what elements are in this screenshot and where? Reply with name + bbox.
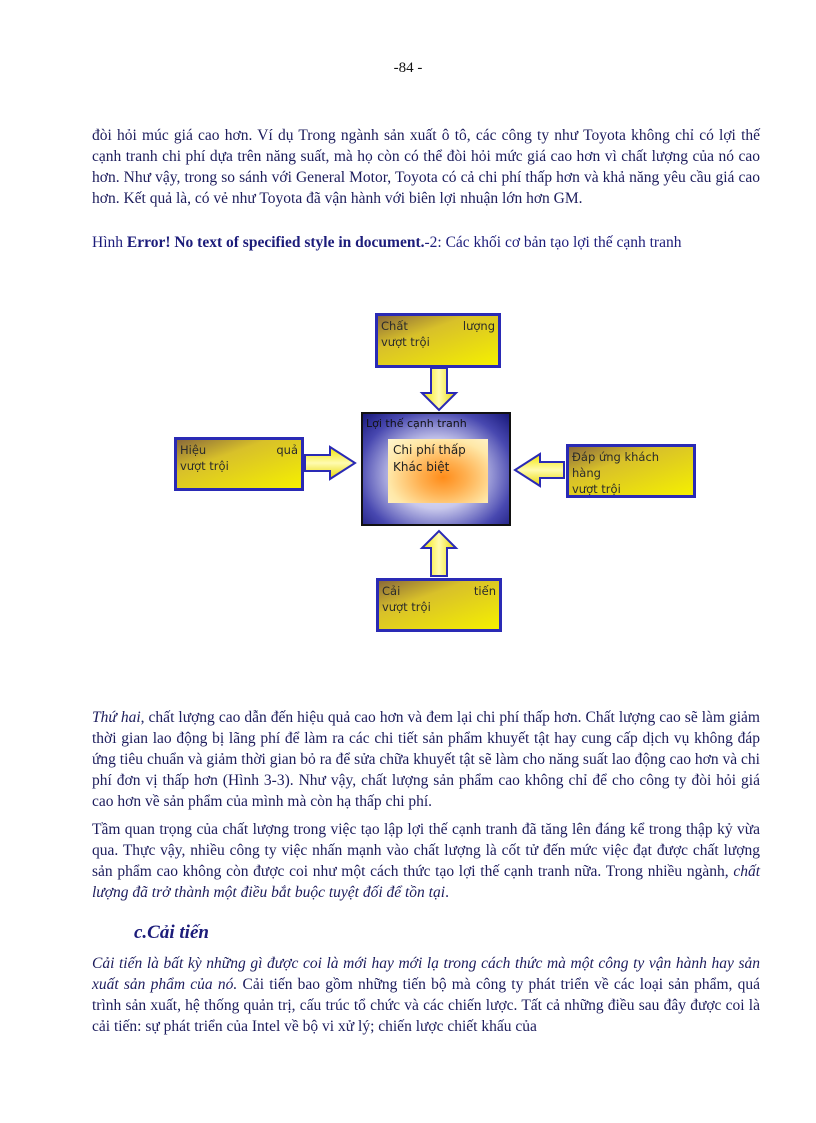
inner-box — [388, 439, 488, 503]
page-number: -84 - — [393, 60, 423, 76]
box-right-line1: Đáp ứng khách hàng — [572, 450, 660, 480]
arrow-top-down — [422, 368, 456, 410]
box-left-line2: vượt trội — [180, 459, 229, 473]
caption-prefix: Hình — [92, 234, 127, 251]
paragraph-2 — [92, 707, 760, 812]
inner-differentiation: Khác biệt — [393, 460, 450, 474]
box-bottom-word2: tiến — [473, 584, 496, 598]
arrow-bottom-up — [422, 531, 456, 576]
box-bottom-line2: vượt trội — [382, 600, 431, 614]
paragraph-3-end: . — [445, 884, 449, 901]
caption-error-text: Error! No text of specified style in document. — [126, 234, 425, 251]
paragraph-3-italic: chất lượng đã trở thành một điều bắt buộc tuyệt đối để tồn tại — [92, 863, 760, 901]
center-competitive-advantage — [361, 412, 511, 526]
center-title: Lợi thế cạnh tranh — [366, 417, 467, 430]
box-top-line2: vượt trội — [381, 335, 430, 349]
box-superior-quality — [375, 313, 501, 368]
paragraph-3-body: Tầm quan trọng của chất lượng trong việc tạo lập lợi thế cạnh tranh đã tăng lên đáng kể trong thập kỷ vừa qua. Thực vậy, nhiều công ty việc nhấn mạnh vào chất lượng là cốt tử đến mức việc đạt được chất lượng sản phẩm cao không còn được coi như một cách thức tạo lợi thế cạnh tranh nữa. Trong nhiều ngành, — [92, 821, 760, 880]
box-right-line2: vượt trội — [572, 482, 621, 496]
paragraph-3 — [92, 819, 760, 903]
paragraph-4-body: Cải tiến bao gồm những tiến bộ mà công ty phát triển về các loại sản phẩm, quá trình sản xuất, hệ thống quản trị, cấu trúc tổ chức và các chiến lược. Tất cả những điều sau đây được coi là cải tiến: sự phát triển của Intel về bộ vi xử lý; chiến lược chiết khấu của — [92, 976, 760, 1035]
paragraph-4-italic: Cải tiến là bất kỳ những gì được coi là mới hay mới lạ trong cách thức mà một công ty vận hành hay sản xuất sản phẩm của nó. — [92, 955, 760, 993]
caption-suffix: -2: Các khối cơ bản tạo lợi thế cạnh tranh — [424, 234, 682, 251]
box-superior-innovation — [376, 578, 502, 632]
box-left-word1: Hiệu — [180, 443, 207, 457]
box-top-word1: Chất — [381, 319, 408, 333]
box-top-word2: lượng — [462, 319, 495, 333]
arrow-right-left — [515, 454, 564, 486]
paragraph-1: đòi hỏi múc giá cao hơn. Ví dụ Trong ngành sản xuất ô tô, các công ty như Toyota không chỉ có lợi thế cạnh tranh chi phí dựa trên năng suất, mà họ còn có thể đòi hỏi mức giá cao hơn vì chất lượng của nó cao hơn. Như vậy, trong so sánh với General Motor, Toyota có cả chi phí thấp hơn và khả năng yêu cầu giá cao hơn. Kết quả là, có vẻ như Toyota đã vận hành với biên lợi nhuận lớn hơn GM. — [92, 127, 760, 207]
box-bottom-word1: Cải — [382, 584, 401, 598]
paragraph-4 — [92, 953, 760, 1037]
box-superior-customer-responsiveness — [566, 444, 696, 498]
inner-low-cost: Chi phí thấp — [393, 443, 466, 457]
paragraph-2-lead: Thứ hai — [92, 709, 141, 726]
section-heading: c.Cải tiến — [134, 922, 209, 943]
box-left-word2: quả — [276, 443, 298, 457]
box-superior-efficiency — [174, 437, 304, 491]
arrow-left-right — [305, 447, 355, 479]
paragraph-2-body: , chất lượng cao dẫn đến hiệu quả cao hơn và đem lại chi phí thấp hơn. Chất lượng cao sẽ làm giảm thời gian lao động bị lãng phí để làm ra các chi tiết sản phẩm khuyết tật hay cung cấp dịch vụ không đáp ứng tiêu chuẩn và giảm thời gian bỏ ra để sửa chữa khuyết tật sẽ làm cho năng suất lao động cao hơn và chi phí đơn vị thấp hơn (Hình 3-3). Như vậy, chất lượng sản phẩm cao không chỉ để cho công ty đòi hỏi giá cao hơn về sản phẩm của mình mà còn hạ thấp chi phí. — [92, 709, 760, 810]
